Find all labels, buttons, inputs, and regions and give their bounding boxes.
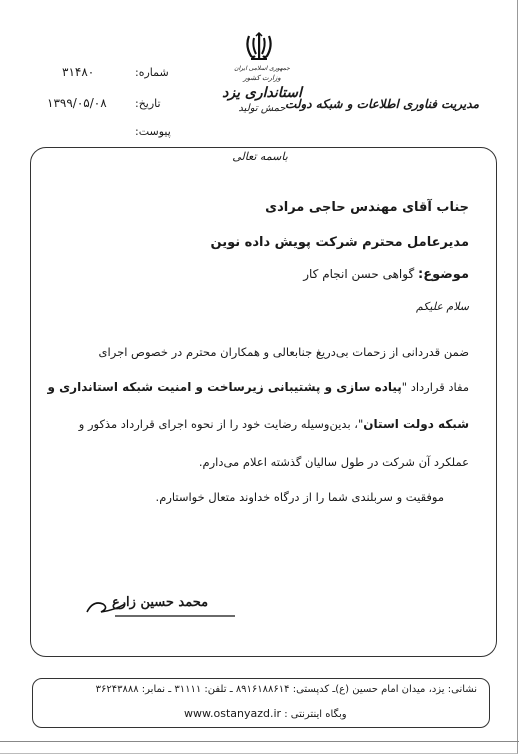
recipient-name: جناب آقای مهندس حاجی مرادی	[265, 200, 469, 215]
date-label: تاریخ:	[135, 97, 161, 110]
footer-website-line	[184, 707, 347, 720]
paragraph-line-4: عملکرد آن شرکت در طول سالیان گذشته اعلام می‌دارم.	[198, 455, 469, 469]
bismillah: باسمه تعالی	[232, 150, 288, 163]
iran-emblem-icon	[243, 32, 275, 62]
paragraph-line-1: ضمن قدردانی از زحمات بی‌دریغ جنابعالی و همکاران محترم در خصوص اجرای	[98, 345, 469, 359]
date-value: ۱۳۹۹/۰۵/۰۸	[47, 96, 107, 110]
attachment-label: پیوست:	[135, 125, 171, 138]
paragraph-line-2	[48, 380, 469, 394]
recipient-title: مدیرعامل محترم شرکت پویش داده نوین	[210, 235, 469, 250]
closing-line: موفقیت و سربلندی شما را از درگاه خداوند متعال خواستارم.	[155, 490, 444, 504]
number-label: شماره:	[135, 66, 169, 79]
signatory-name: محمد حسین زارع	[112, 595, 209, 610]
subject-label: موضوع:	[418, 267, 469, 282]
department-name: مدیریت فناوری اطلاعات و شبکه دولت	[285, 97, 479, 111]
number-value: ۳۱۴۸۰	[62, 65, 95, 79]
paragraph-line-2-start: مفاد قرارداد "	[401, 380, 469, 394]
contract-title-part1: پیاده سازی و پشتیبانی زیرساخت و امنیت شبکه استانداری و	[47, 380, 402, 394]
letter-frame	[30, 147, 497, 657]
subject-line	[303, 267, 469, 282]
crest-line-ministry: وزارت کشور	[243, 74, 281, 82]
subject-text: گواهی حسن انجام کار	[303, 267, 415, 281]
paragraph-line-3	[79, 417, 469, 431]
crest-line-governorate: استانداری یزد	[222, 85, 302, 101]
bottom-rule	[0, 741, 519, 742]
footer-address: نشانی: یزد، میدان امام حسین (ع)ـ کدپستی: ۸۹۱۶۱۸۸۶۱۴ ـ تلفن: ۳۱۱۱۱ ـ نمابر: ۳۶۲۴۳۸۸۸	[95, 684, 477, 695]
crest-line-republic: جمهوری اسلامی ایران	[234, 65, 290, 72]
footer-website-link[interactable]: www.ostanyazd.ir	[184, 707, 282, 720]
contract-title-part2: شبکه دولت استان	[363, 417, 469, 431]
footer-website-label: وبگاه اینترنتی :	[284, 709, 347, 720]
paragraph-line-3-end: "، بدین‌وسیله رضایت خود را از نحوه اجرای قرارداد مذکور و	[78, 417, 364, 431]
crest-line-4: حمش تولید	[238, 103, 286, 114]
greeting: سلام علیکم	[415, 300, 469, 313]
